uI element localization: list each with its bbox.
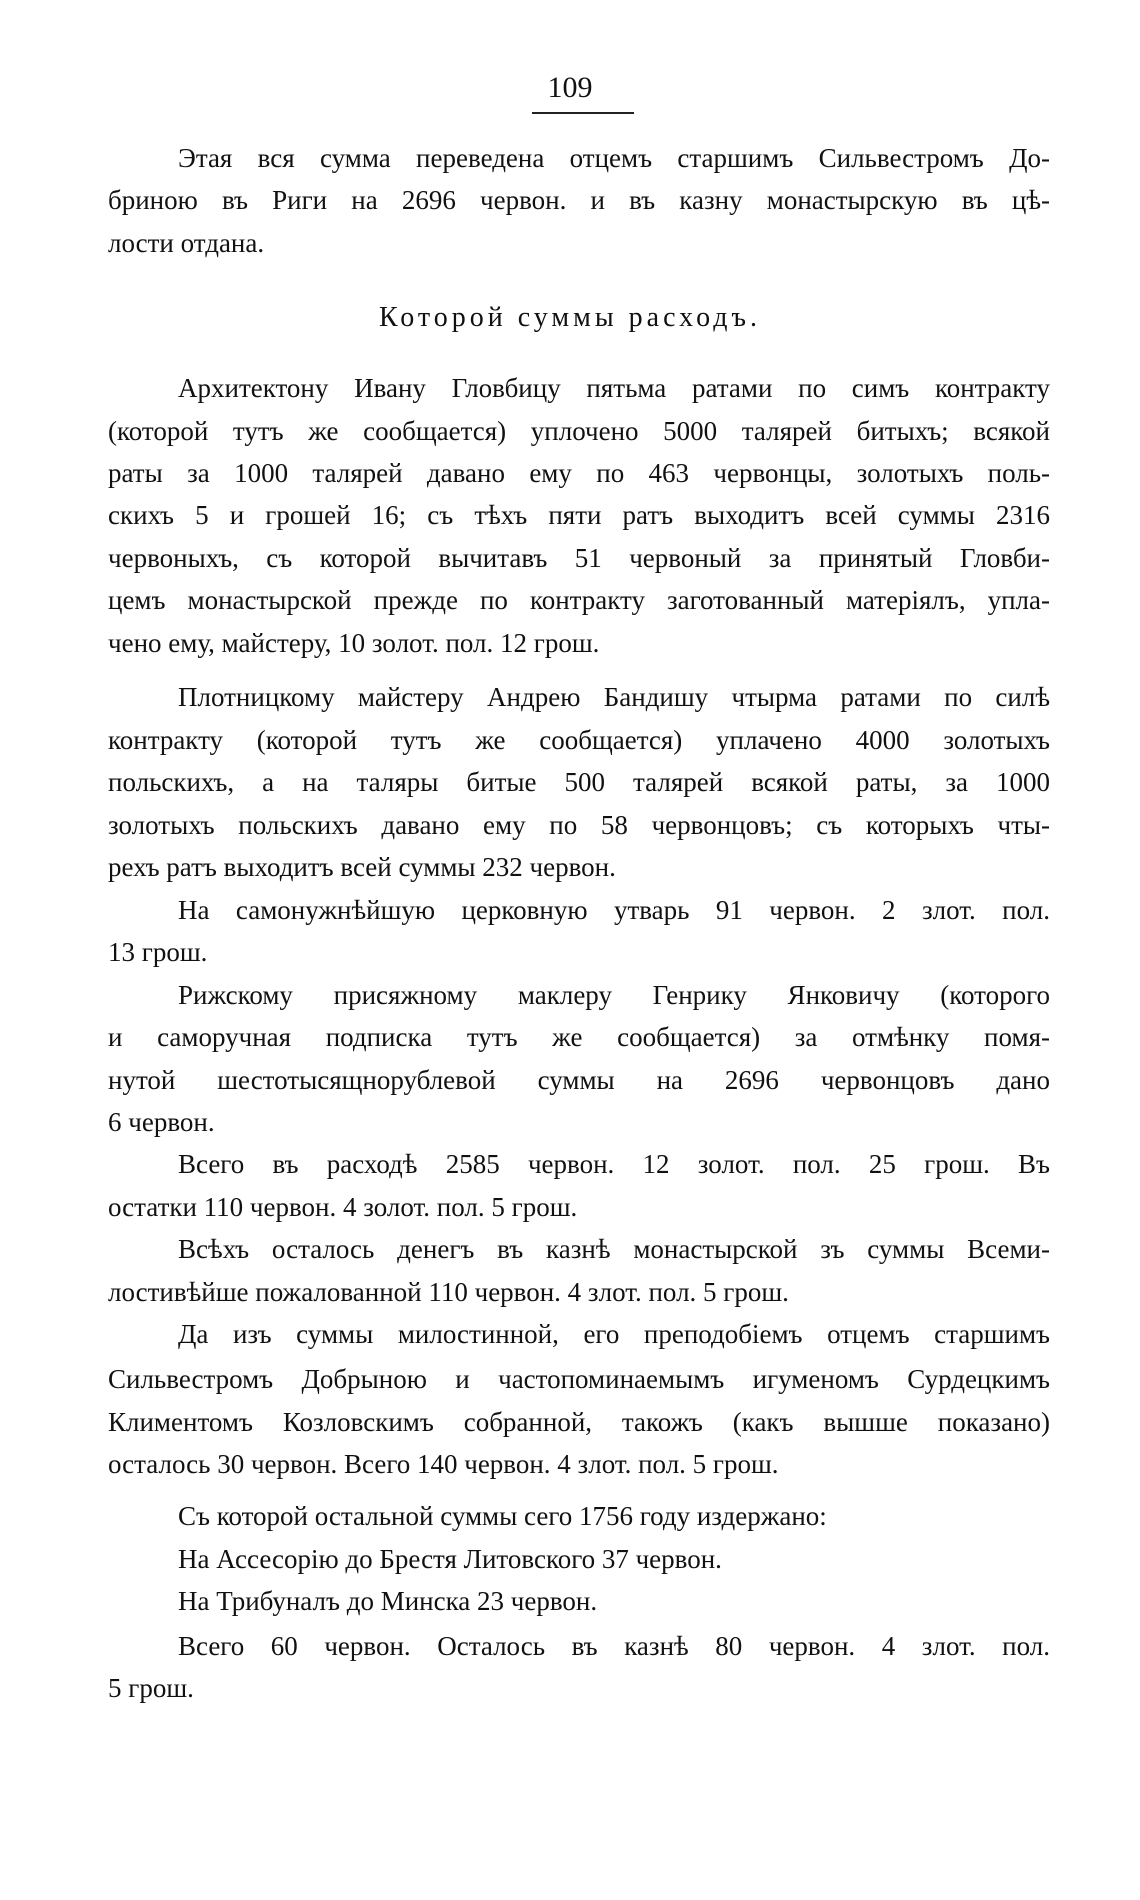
text-line: 6 червон. [108,1107,215,1137]
text-line: раты за 1000 талярей давано ему по 463 червонцы, золотыхъ поль- [108,458,1050,488]
text-line: (которой тутъ же сообщается) уплочено 5000 талярей битыхъ; всякой [108,416,1050,446]
text-line: остатки 110 червон. 4 золот. пол. 5 грош. [108,1192,578,1222]
text-line: лости отдана. [108,228,265,258]
text-line: На самонужнѣйшую церковную утварь 91 червон. 2 злот. пол. [178,895,1050,925]
text-line: Архитектону Ивану Гловбицу пятьма ратами по симъ контракту [178,373,1050,403]
text-line: осталось 30 червон. Всего 140 червон. 4 злот. пол. 5 грош. [108,1449,779,1479]
text-line: золотыхъ польскихъ давано ему по 58 червонцовъ; съ которыхъ чты- [108,810,1050,840]
text-line: Да изъ суммы милостинной, его преподобіемъ отцемъ старшимъ [178,1319,1050,1349]
text-line: контракту (которой тутъ же сообщается) уплачено 4000 золотыхъ [108,725,1050,755]
text-line: Съ которой остальной суммы сего 1756 году издержано: [178,1501,827,1531]
text-line: Всего 60 червон. Осталось въ казнѣ 80 червон. 4 злот. пол. [178,1631,1050,1661]
text-line: На Ассесорію до Брестя Литовского 37 червон. [178,1544,722,1574]
text-line: червоныхъ, съ которой вычитавъ 51 червоный за принятый Гловби- [108,543,1050,573]
text-line: лостивѣйше пожалованной 110 червон. 4 злот. пол. 5 грош. [108,1277,789,1307]
text-line: Климентомъ Козловскимъ собранной, такожъ (какъ вышше показано) [108,1407,1050,1437]
text-line: 5 грош. [108,1673,194,1703]
text-line: нутой шестотысящнорублевой суммы на 2696 червонцовъ дано [108,1065,1050,1095]
text-line: чено ему, майстеру, 10 золот. пол. 12 грош. [108,628,600,658]
text-line: Всѣхъ осталось денегъ въ казнѣ монастырской зъ суммы Всеми- [178,1234,1050,1264]
text-line: польскихъ, а на таляры битые 500 талярей всякой раты, за 1000 [108,767,1050,797]
text-line: скихъ 5 и грошей 16; съ тѣхъ пяти ратъ выходитъ всей суммы 2316 [108,500,1050,530]
page-number: 109 [547,71,593,104]
text-line: 13 грош. [108,937,208,967]
text-line: бриною въ Риги на 2696 червон. и въ казну монастырскую въ цѣ- [108,185,1050,215]
text-line: Рижскому присяжному маклеру Генрику Янковичу (которого [178,980,1050,1010]
text-line: На Трибуналъ до Минска 23 червон. [178,1586,598,1616]
section-heading: Которой суммы расходъ. [378,302,762,333]
text-line: цемъ монастырской прежде по контракту заготованный матеріялъ, упла- [108,585,1050,615]
text-line: Плотницкому майстеру Андрею Бандишу чтырма ратами по силѣ [178,682,1050,712]
page-number-rule [532,112,634,114]
text-line: и саморучная подписка тутъ же сообщается) за отмѣнку помя- [108,1022,1050,1052]
text-line: Сильвестромъ Добрыною и частопоминаемымъ игуменомъ Сурдецкимъ [108,1364,1050,1394]
text-line: Этая вся сумма переведена отцемъ старшимъ Сильвестромъ До- [178,143,1050,173]
text-line: Всего въ расходѣ 2585 червон. 12 золот. пол. 25 грош. Въ [178,1149,1050,1179]
text-line: рехъ ратъ выходитъ всей суммы 232 червон. [108,852,616,882]
